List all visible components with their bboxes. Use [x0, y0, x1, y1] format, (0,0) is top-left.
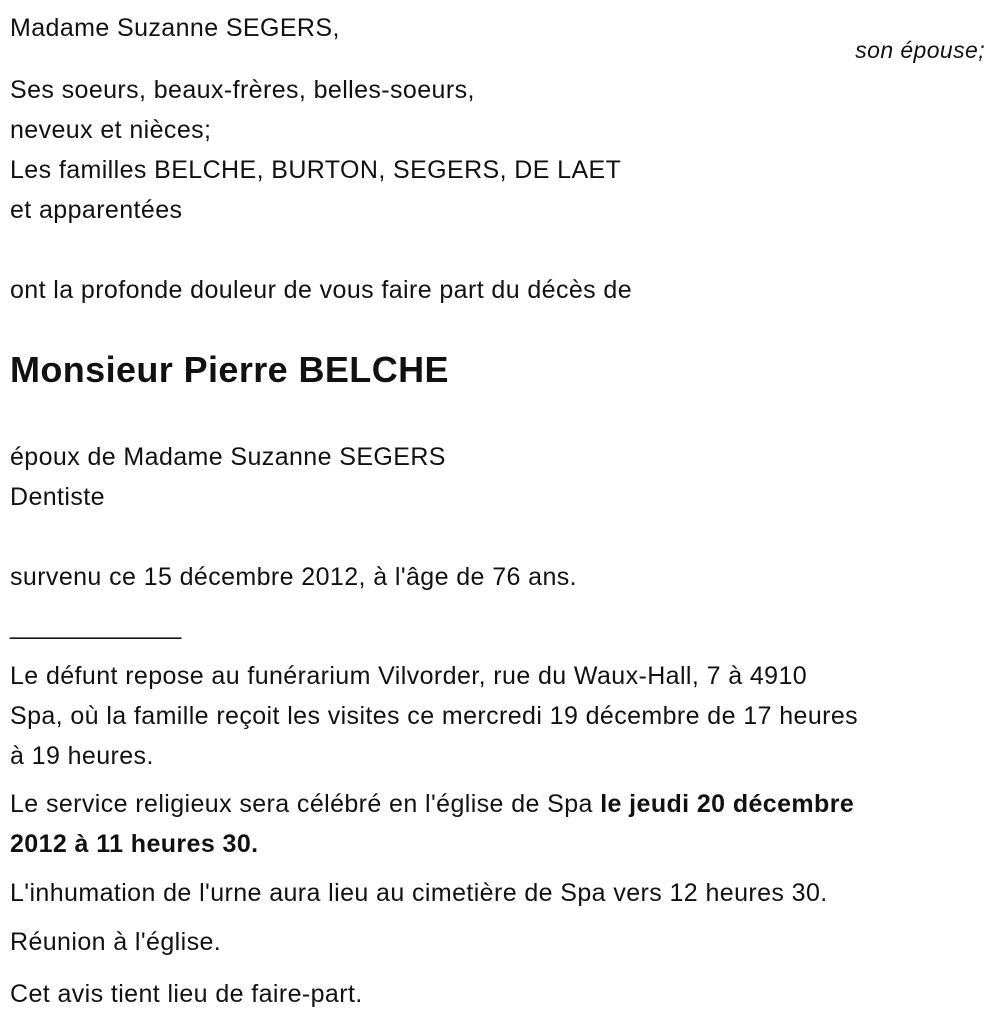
deceased-detail: Dentiste: [10, 483, 105, 511]
death-info: survenu ce 15 décembre 2012, à l'âge de 76 ans.: [10, 563, 578, 591]
spouse-role: son épouse;: [855, 37, 985, 63]
service-line: [10, 829, 258, 859]
service-line: [10, 789, 854, 819]
closing-note: Cet avis tient lieu de faire-part.: [10, 980, 363, 1008]
family-line: Les familles BELCHE, BURTON, SEGERS, DE LAET: [10, 156, 622, 184]
service-time: 2012 à 11 heures 30.: [10, 830, 259, 858]
deceased-name: Monsieur Pierre BELCHE: [10, 349, 449, 390]
deceased-detail: époux de Madame Suzanne SEGERS: [10, 443, 446, 471]
announcement: ont la profonde douleur de vous faire part du décès de: [10, 276, 633, 304]
meeting-info: Réunion à l'église.: [10, 928, 222, 956]
visitation-line: à 19 heures.: [10, 742, 154, 770]
service-date: le jeudi 20 décembre: [600, 790, 855, 818]
visitation-line: Le défunt repose au funérarium Vilvorder, rue du Waux-Hall, 7 à 4910: [10, 662, 808, 690]
family-line: Ses soeurs, beaux-frères, belles-soeurs,: [10, 76, 475, 104]
service-intro: Le service religieux sera célébré en l'église de Spa: [10, 790, 601, 818]
family-line: neveux et nièces;: [10, 116, 212, 144]
visitation-line: Spa, où la famille reçoit les visites ce mercredi 19 décembre de 17 heures: [10, 702, 859, 730]
separator: ____________: [10, 612, 182, 640]
burial-info: L'inhumation de l'urne aura lieu au cimetière de Spa vers 12 heures 30.: [10, 879, 828, 907]
spouse-line: Madame Suzanne SEGERS,: [10, 14, 340, 42]
family-line: et apparentées: [10, 196, 183, 224]
